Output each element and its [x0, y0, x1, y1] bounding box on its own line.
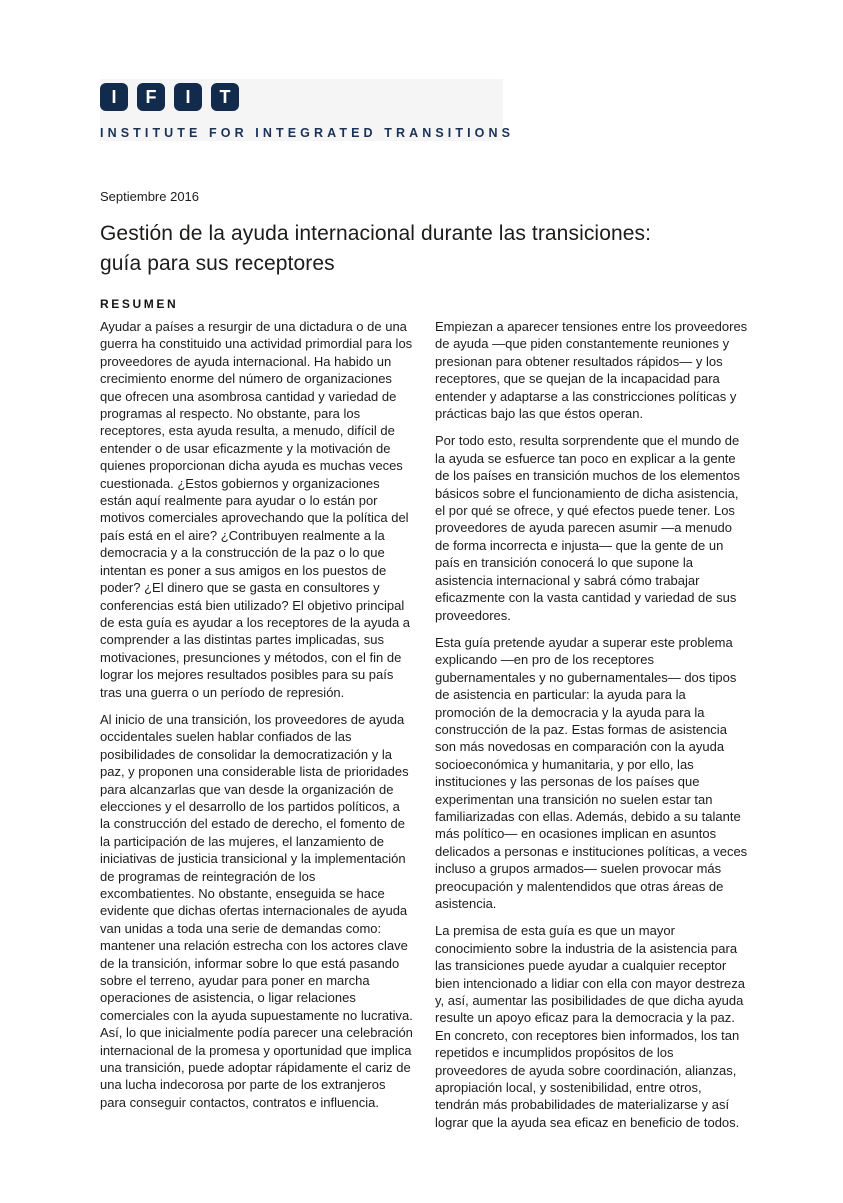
- logo-letter-block-t: T: [211, 83, 239, 111]
- right-column: [435, 318, 748, 1141]
- section-heading-resumen: RESUMEN: [100, 297, 179, 311]
- paragraph-right-1: Empiezan a aparecer tensiones entre los proveedores de ayuda —que piden constantemente reuniones y presionan para obtener resultados rápidos— y los receptores, que se quejan de la incapacidad para entender y adaptarse a las constricciones políticas y prácticas bajo las que éstos operan.: [435, 319, 748, 422]
- paragraph-right-4: La premisa de esta guía es que un mayor conocimiento sobre la industria de la asistencia para las transiciones puede ayudar a cualquier receptor bien intencionado a lidiar con ella con mayor destreza y, así, aumentar las posibilidades de que dicha ayuda resulte un apoyo eficaz para la democracia y la paz. En concreto, con receptores bien informados, los tan repetidos e incumplidos propósitos de los proveedores de ayuda sobre coordinación, alianzas, apropiación local, y sostenibilidad, entre otros, tendrán más probabilidades de materializarse y así lograr que la ayuda sea eficaz en beneficio de todos.: [435, 923, 746, 1130]
- logo-letter-block-i2: I: [174, 83, 202, 111]
- page-title-line1: Gestión de la ayuda internacional durante las transiciones:: [100, 222, 652, 245]
- summary-columns: [100, 318, 748, 1141]
- page-title-line2: guía para sus receptores: [100, 252, 335, 275]
- paragraph-right-3: Esta guía pretende ayudar a superar este problema explicando —en pro de los receptores gubernamentales y no gubernamentales— dos tipos de asistencia en particular: la ayuda para la promoción de la democracia y la ayuda para la construcción de la paz. Estas formas de asistencia son más novedosas en comparación con la ayuda socioeconómica y humanitaria, y por ello, las instituciones y las personas de los países que experimentan una transición no suelen estar tan familiarizadas con ellas. Además, debido a su talante más político— en ocasiones implican en asuntos delicados a personas e instituciones políticas, a veces incluso a grupos armados— suelen provocar más preocupación y malentendidos que otras áreas de asistencia.: [435, 634, 748, 911]
- page-title: [100, 219, 748, 279]
- ifit-logo-blocks: [100, 79, 503, 111]
- publication-date: Septiembre 2016: [100, 189, 200, 204]
- logo-letter-block-f: F: [137, 83, 165, 111]
- ifit-logo: [100, 79, 515, 141]
- paragraph-right-2: Por todo esto, resulta sorprendente que el mundo de la ayuda se esfuerce tan poco en explicar a la gente de los países en transición muchos de los elementos básicos sobre el funcionamiento de dicha asistencia, el por qué se ofrece, y qué efectos puede tener. Los proveedores de ayuda parecen asumir —a menudo de forma incorrecta e injusta— que la gente de un país en transición conocerá lo que supone la asistencia internacional y sabrá cómo trabajar eficazmente con la vasta cantidad y variedad de sus proveedores.: [435, 433, 740, 623]
- left-column: [100, 318, 413, 1141]
- paragraph-left-1: Ayudar a países a resurgir de una dictadura o de una guerra ha constituido una actividad primordial para los proveedores de ayuda internacional. Ha habido un crecimiento enorme del número de organizaciones que ofrecen una asombrosa cantidad y variedad de programas al respecto. No obstante, para los receptores, esta ayuda resulta, a menudo, difícil de entender o de usar eficazmente y la motivación de quienes proporcionan dicha ayuda es muchas veces cuestionada. ¿Estos gobiernos y organizaciones están aquí realmente para ayudar o lo están por motivos comerciales aprovechando que la política del país está en el aire? ¿Contribuyen realmente a la democracia y a la construcción de la paz o lo que intentan es poner a sus amigos en los puestos de poder? ¿El dinero que se gasta en consultores y conferencias está bien utilizado? El objetivo principal de esta guía es ayudar a los receptores de la ayuda a comprender a las distintas partes implicadas, sus motivaciones, presunciones y métodos, con el fin de lograr los mejores resultados posibles para su país tras una guerra o un período de represión.: [100, 319, 413, 700]
- logo-subtitle: INSTITUTE FOR INTEGRATED TRANSITIONS: [100, 126, 515, 140]
- paragraph-left-2: Al inicio de una transición, los proveedores de ayuda occidentales suelen hablar confiados de las posibilidades de consolidar la democratización y la paz, y proponen una considerable lista de prioridades para alcanzarlas que van desde la organización de elecciones y el desarrollo de los partidos políticos, a la construcción del estado de derecho, el fomento de la participación de las mujeres, el lanzamiento de iniciativas de justicia transicional y la implementación de programas de reintegración de los excombatientes. No obstante, enseguida se hace evidente que dichas ofertas internacionales de ayuda van unidas a toda una serie de demandas como: mantener una relación estrecha con los actores clave de la transición, informar sobre lo que está pasando sobre el terreno, ayudar para poner en marcha operaciones de asistencia, o ligar relaciones comerciales con la ayuda supuestamente no lucrativa. Así, lo que inicialmente podía parecer una celebración internacional de la promesa y oportunidad que implica una transición, puede adoptar rápidamente el cariz de una lucha indecorosa por parte de los extranjeros para conseguir contactos, contratos e influencia.: [100, 711, 413, 1110]
- logo-letter-block-i1: I: [100, 83, 128, 111]
